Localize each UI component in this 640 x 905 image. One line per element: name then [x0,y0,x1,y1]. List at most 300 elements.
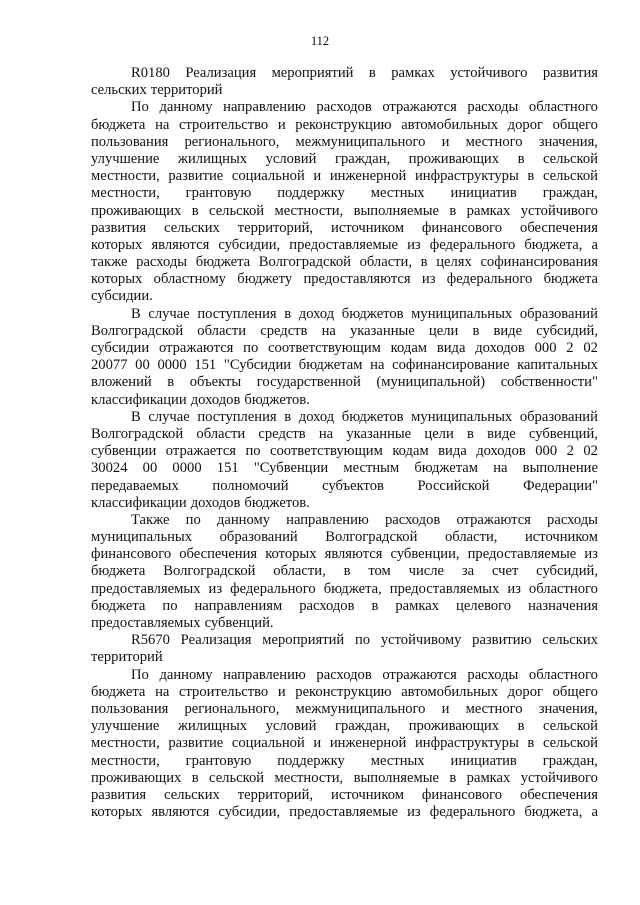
word: доход [298,408,335,425]
text-line [91,684,598,701]
word: "Субсидии [223,357,292,374]
word: образований [519,408,598,425]
word: Волгоградской [258,254,351,271]
word: по [243,340,259,356]
word: области, [444,529,498,546]
word: 00 [142,460,158,477]
word: и [313,168,322,185]
word: на [318,425,334,442]
word: на [321,322,336,339]
word: местных [370,185,425,202]
word: данному [216,511,270,528]
word: граждан, [542,752,598,769]
word: являются [151,804,210,821]
word: счет [491,563,519,580]
word: субвенции, [390,546,460,563]
word: области [197,322,247,339]
text-line [91,546,598,563]
word: местности, [274,202,344,219]
word: грантовую [185,185,252,202]
word: Волгоградской [91,425,184,442]
text-line [91,203,598,220]
word: межмуниципального [295,700,426,717]
word: развитие [168,168,224,185]
word: 02 [583,443,598,460]
word: сельских [542,632,598,649]
word: территорий [91,649,163,666]
word: инфраструктуры [415,735,519,752]
word: дорог [507,116,543,133]
word: полномочий [212,477,289,494]
word: по [245,443,261,460]
word: капитальных [517,357,598,374]
word: сельской [209,202,265,219]
word: 151 [194,357,217,374]
word: субвенций. [204,615,274,631]
word: местного [465,700,523,717]
word: по [162,597,178,614]
word: 20077 [91,357,128,374]
word: финансового [421,786,503,803]
word: и [313,735,322,752]
word: бюджета [91,597,146,614]
word: развития [542,65,598,81]
word: общего [552,116,598,133]
word: софинансирования [480,254,598,271]
text-line [91,701,598,718]
word: мероприятий [271,65,354,81]
text-line [91,512,598,529]
text-line [91,168,598,185]
word: цели [424,425,454,442]
word: направлению [223,666,306,683]
word: Волгоградской [325,529,418,546]
word: расходов [384,511,441,528]
word: Волгоградской [163,563,256,580]
word: также [91,254,128,271]
word: бюджета [543,271,598,288]
word: которых [91,271,143,288]
word: 2 [566,443,574,460]
word: целевого [456,597,512,614]
word: рамках [466,769,511,786]
word: территорий [150,82,223,99]
word: инженерной [329,168,407,185]
word: поддержку [277,752,345,769]
word: и [441,133,450,150]
word: сельской [542,735,598,752]
word: случае [148,305,190,322]
word: отражаются [382,666,457,683]
word: улучшение [91,150,160,167]
word: По [131,99,149,116]
word: из [584,546,598,563]
word: источником [524,529,598,546]
text-line [91,563,598,580]
text-line [91,357,598,374]
word: развития [91,219,147,236]
word: выполнение [522,460,598,477]
word: проживающих [408,718,500,735]
text-line [91,529,598,546]
word: строительство [179,683,269,700]
word: являются [151,236,210,253]
word: жилищных [177,150,248,167]
word: виде [487,425,516,442]
word: и [277,116,286,133]
word: доходов [476,443,526,460]
word: бюджета, [524,236,583,253]
word: проживающих [91,202,182,219]
word: предоставляются [303,271,411,288]
word: бюджета [91,563,146,580]
word: сельской [542,150,598,167]
word: инициатив [450,185,517,202]
word: устойчивого [520,769,598,786]
word: местности, [91,735,160,752]
word: социальной [231,168,305,185]
word: "Субвенции [253,460,329,477]
word: субъектов [322,477,384,494]
word: территорий, [237,219,314,236]
word: Российской [417,477,490,494]
text-line [91,718,598,735]
word: обеспечения [520,219,598,236]
word: вложений [91,374,152,391]
word: из [407,804,421,821]
text-line [91,478,598,495]
word: реконструкцию [295,683,392,700]
word: граждан, [334,150,391,167]
word: 000 [535,443,558,460]
word: государственной [256,374,361,391]
word: являются [324,546,383,563]
word: из [407,236,421,253]
word: строительство [179,116,269,133]
word: финансового [421,219,503,236]
word: межмуниципального [295,133,426,150]
word: Реализация [185,65,257,81]
text-line [91,804,598,821]
word: местности, [91,752,160,769]
text-line [91,99,598,116]
word: бюджетов. [244,494,310,511]
word: инженерной [329,735,407,752]
word: бюджетам [298,357,363,374]
word: поступления [197,408,277,425]
word: R5670 [131,632,170,649]
word: передаваемых [91,477,179,494]
word: сельской [542,718,598,735]
word: местности, [91,168,160,185]
word: в [517,718,525,735]
word: в [284,408,292,425]
word: расходов [316,99,372,116]
word: а [591,236,598,253]
word: в [191,202,199,219]
word: бюджету [237,271,293,288]
word: автомобильных [401,683,499,700]
word: местного [465,133,523,150]
word: данному [159,99,213,116]
word: из [421,271,436,288]
word: бюджета [195,254,251,271]
word: 0000 [157,357,187,374]
word: местных [370,752,425,769]
word: В [131,305,141,322]
word: субвенции [91,443,157,460]
word: финансового [91,546,172,563]
word: и [441,700,450,717]
word: рамках [395,597,440,614]
word: вида [436,340,466,356]
word: 02 [583,340,598,356]
text-line [91,151,598,168]
word: в [527,168,535,185]
word: 0000 [172,460,202,477]
text-line [91,185,598,202]
word: устойчивого [520,202,598,219]
word: рамках [391,65,435,81]
word: средств [260,322,308,339]
word: развитию [472,632,532,649]
word: бюджетам [414,460,479,477]
word: том [368,563,391,580]
word: кодам [392,443,429,460]
word: субсидии. [91,288,153,305]
word: указанные [350,322,415,339]
word: областному [153,271,226,288]
word: территорий, [237,786,314,803]
word: доходов [475,340,525,356]
word: по [354,632,371,649]
word: отражаются [456,511,531,528]
word: 30024 [91,460,128,477]
word: классификации [91,391,187,408]
word: в [472,322,480,339]
text-line [91,460,598,477]
word: отражаются [382,99,457,116]
word: 00 [135,357,150,374]
word: доход [298,305,335,322]
text-line [91,753,598,770]
text-line [91,426,598,443]
word: Волгоградской [91,322,184,339]
word: расходы [467,666,519,683]
word: бюджета [91,683,146,700]
word: значения, [538,700,598,717]
word: развития [91,786,147,803]
word: проживающих [91,769,182,786]
word: граждан, [542,185,598,202]
word: муниципальных [411,408,513,425]
word: в [527,735,535,752]
word: Реализация [180,632,252,649]
word: собственности" [500,374,598,391]
word: указанные [346,425,412,442]
word: устойчивому [380,632,462,649]
word: областного [528,99,598,116]
word: в [368,65,376,81]
word: пользования [91,700,169,717]
word: средств [258,425,306,442]
text-line [91,632,598,649]
word: направлению [223,99,306,116]
word: расходов [316,666,372,683]
word: 151 [216,460,239,477]
text-line [91,237,598,254]
text-line [91,649,598,666]
word: обеспечения [520,786,598,803]
word: федерального [429,236,516,253]
text-line [91,271,598,288]
word: муниципальных [91,529,193,546]
text-line [91,615,598,632]
word: в [420,254,428,271]
word: назначения [528,597,598,614]
word: мероприятий [262,632,345,649]
word: общего [552,683,598,700]
word: обеспечения [179,546,258,563]
word: на [155,683,170,700]
word: дорог [507,683,543,700]
text-line [91,409,598,426]
text-line [91,134,598,151]
word: R0180 [131,65,170,81]
word: развитие [168,735,224,752]
text-line [91,598,598,615]
word: в [371,597,379,614]
page-number: 112 [310,34,330,48]
word: образований [219,529,298,546]
word: федерального [429,804,516,821]
word: По [131,666,149,683]
word: в [167,374,175,391]
word: расходы [467,99,519,116]
document-body [91,65,598,821]
word: доходов [190,494,241,511]
word: источником [331,219,404,236]
word: предоставляемых [91,615,201,631]
word: пользования [91,133,169,150]
word: отражается [165,443,237,460]
word: области, [273,563,326,580]
text-line [91,220,598,237]
word: в [449,202,457,219]
word: выполняемые [353,202,439,219]
word: местности, [274,769,344,786]
word: из [507,580,521,597]
word: устойчивого [450,65,528,81]
word: сельской [542,168,598,185]
text-line [91,735,598,752]
word: числе [408,563,444,580]
word: сельской [209,769,265,786]
word: местным [343,460,400,477]
word: бюджета, [524,804,583,821]
text-line [91,65,598,82]
word: субсидий, [536,563,598,580]
word: федерального [446,271,533,288]
word: за [461,563,475,580]
word: реконструкцию [295,116,392,133]
word: в [191,769,199,786]
word: которых [91,236,143,253]
text-line [91,254,598,271]
word: соответствующим [270,443,383,460]
word: субвенций, [528,425,598,442]
word: доходов [190,391,241,408]
word: в [449,769,457,786]
word: бюджета, [323,580,382,597]
word: случае [148,408,190,425]
word: виде [493,322,523,339]
word: сельских [91,82,147,99]
word: области [196,425,246,442]
word: бюджетов. [244,391,310,408]
word: софинансирование [392,357,510,374]
word: выполняемые [353,769,439,786]
word: В [131,408,141,425]
word: поступления [197,305,277,322]
word: направлению [286,511,369,528]
text-line [91,495,598,512]
text-line [91,392,598,409]
word: областного [528,580,598,597]
word: предоставляемые [289,236,398,253]
text-line [91,581,598,598]
word: на [155,116,170,133]
word: источником [331,786,404,803]
word: автомобильных [401,116,499,133]
word: областного [528,666,598,683]
word: Федерации" [523,477,598,494]
word: расходы [547,511,598,528]
word: (муниципальной) [376,374,486,391]
word: предоставляемые [289,804,398,821]
text-line [91,443,598,460]
word: поддержку [277,185,345,202]
word: классификации [91,494,187,511]
word: предоставляемых [389,580,500,597]
word: образований [519,305,598,322]
word: в [517,150,525,167]
text-line [91,374,598,391]
text-line [91,288,598,305]
word: субсидии [91,340,150,356]
word: сельских [164,219,220,236]
word: объекты [189,374,242,391]
word: в [343,563,351,580]
word: 000 [534,340,557,356]
word: значения, [538,133,598,150]
word: данному [159,666,213,683]
word: предоставляемые [467,546,577,563]
word: 2 [566,340,574,356]
word: расходы [136,254,188,271]
word: жилищных [177,718,248,735]
word: в [467,425,474,442]
word: инфраструктуры [415,168,519,185]
word: грантовую [185,752,252,769]
word: субсидии, [218,236,281,253]
word: целях [436,254,472,271]
text-line [91,306,598,323]
word: и [277,683,286,700]
word: субсидии, [218,804,281,821]
word: бюджетов [341,305,404,322]
word: улучшение [91,718,160,735]
